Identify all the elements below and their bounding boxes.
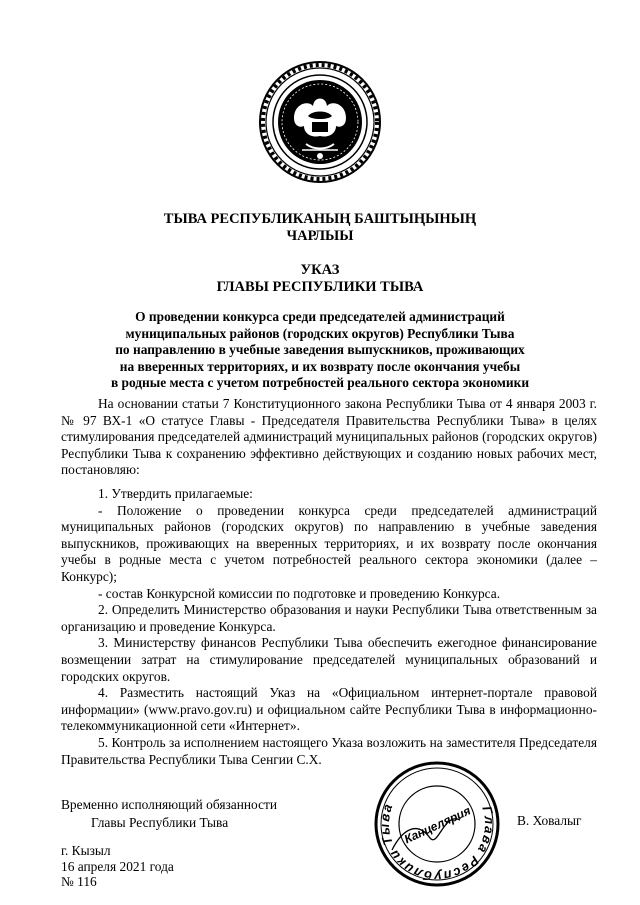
body-paragraph: 3. Министерству финансов Республики Тыва обеспечить ежегодное финансирование возмещении затрат на стимулирование председателей муниципальных образований и городских округов. xyxy=(61,635,597,684)
decree-number: № 116 xyxy=(61,874,97,889)
place-date-number xyxy=(61,843,174,890)
subject-line: муниципальных районов (городских округов) Республики Тыва xyxy=(125,325,515,341)
subject-line: на вверенных территориях, и их возврату после окончания учебы xyxy=(119,358,521,374)
signatory-position xyxy=(61,796,277,831)
subject-line: О проведении конкурса среди председателей администраций xyxy=(135,309,505,324)
body-paragraph: На основании статьи 7 Конституционного закона Республики Тыва от 4 января 2003 г. № 97 ВХ-1 «О статусе Главы - Председателя Правительства Республики Тыва» в целях стимулирования председателей администраций муниципальных районов (городских округов) Республики Тыва к сохранению эффективно действующих и созданию новых рабочих мест, постановляю: xyxy=(61,396,597,478)
signatory-name: В. Ховалыг xyxy=(517,813,582,828)
decree-body xyxy=(61,486,597,768)
header-line-2: ЧАРЛЫЫ xyxy=(286,228,354,244)
document-title xyxy=(0,262,640,296)
subject-line: в родные места с учетом потребностей реального сектора экономики xyxy=(110,375,530,390)
republic-header xyxy=(0,211,640,245)
preamble xyxy=(61,396,597,479)
body-paragraph: 2. Определить Министерство образования и науки Республики Тыва ответственным за организацию и проведение Конкурса. xyxy=(61,602,597,634)
doc-type-line-1: УКАЗ xyxy=(300,262,340,278)
city: г. Кызыл xyxy=(61,843,111,858)
official-stamp xyxy=(372,760,502,888)
body-paragraph: - Положение о проведении конкурса среди председателей администраций муниципальных районов (городских округов) по направлению в учебные заведения выпускников, проживающих на вверенных территориях, и их возврату после окончания учебы в родные места с учетом потребностей реального сектора экономики (далее – Конкурс); xyxy=(61,502,597,584)
body-paragraph: 5. Контроль за исполнением настоящего Указа возложить на заместителя Председателя Правительства Республики Тыва Сенгии С.Х. xyxy=(61,734,597,767)
decree-subject xyxy=(40,309,600,392)
header-line-1: ТЫВА РЕСПУБЛИКАНЫҢ БАШТЫҢЫНЫҢ xyxy=(163,211,477,227)
body-paragraph: 1. Утвердить прилагаемые: xyxy=(98,486,253,501)
coat-of-arms-emblem xyxy=(258,60,382,184)
subject-line: по направлению в учебные заведения выпускников, проживающих xyxy=(115,342,525,357)
date: 16 апреля 2021 года xyxy=(61,858,174,874)
stamp-outer-text: Глава Республики Тыва xyxy=(376,800,498,885)
position-line-2: Главы Республики Тыва xyxy=(91,814,229,830)
stamp-inner-text: Канцелярия xyxy=(401,803,473,847)
body-paragraph: - состав Конкурсной комиссии по подготовке и проведению Конкурса. xyxy=(98,585,501,601)
body-paragraph: 4. Разместить настоящий Указ на «Официальном интернет-портале правовой информации» (www.pravo.gov.ru) и официальном сайте Республики Тыва в информационно-телекоммуникационной сети «Интернет». xyxy=(61,685,597,734)
doc-type-line-2: ГЛАВЫ РЕСПУБЛИКИ ТЫВА xyxy=(216,279,424,295)
position-line-1: Временно исполняющий обязанности xyxy=(61,797,278,812)
